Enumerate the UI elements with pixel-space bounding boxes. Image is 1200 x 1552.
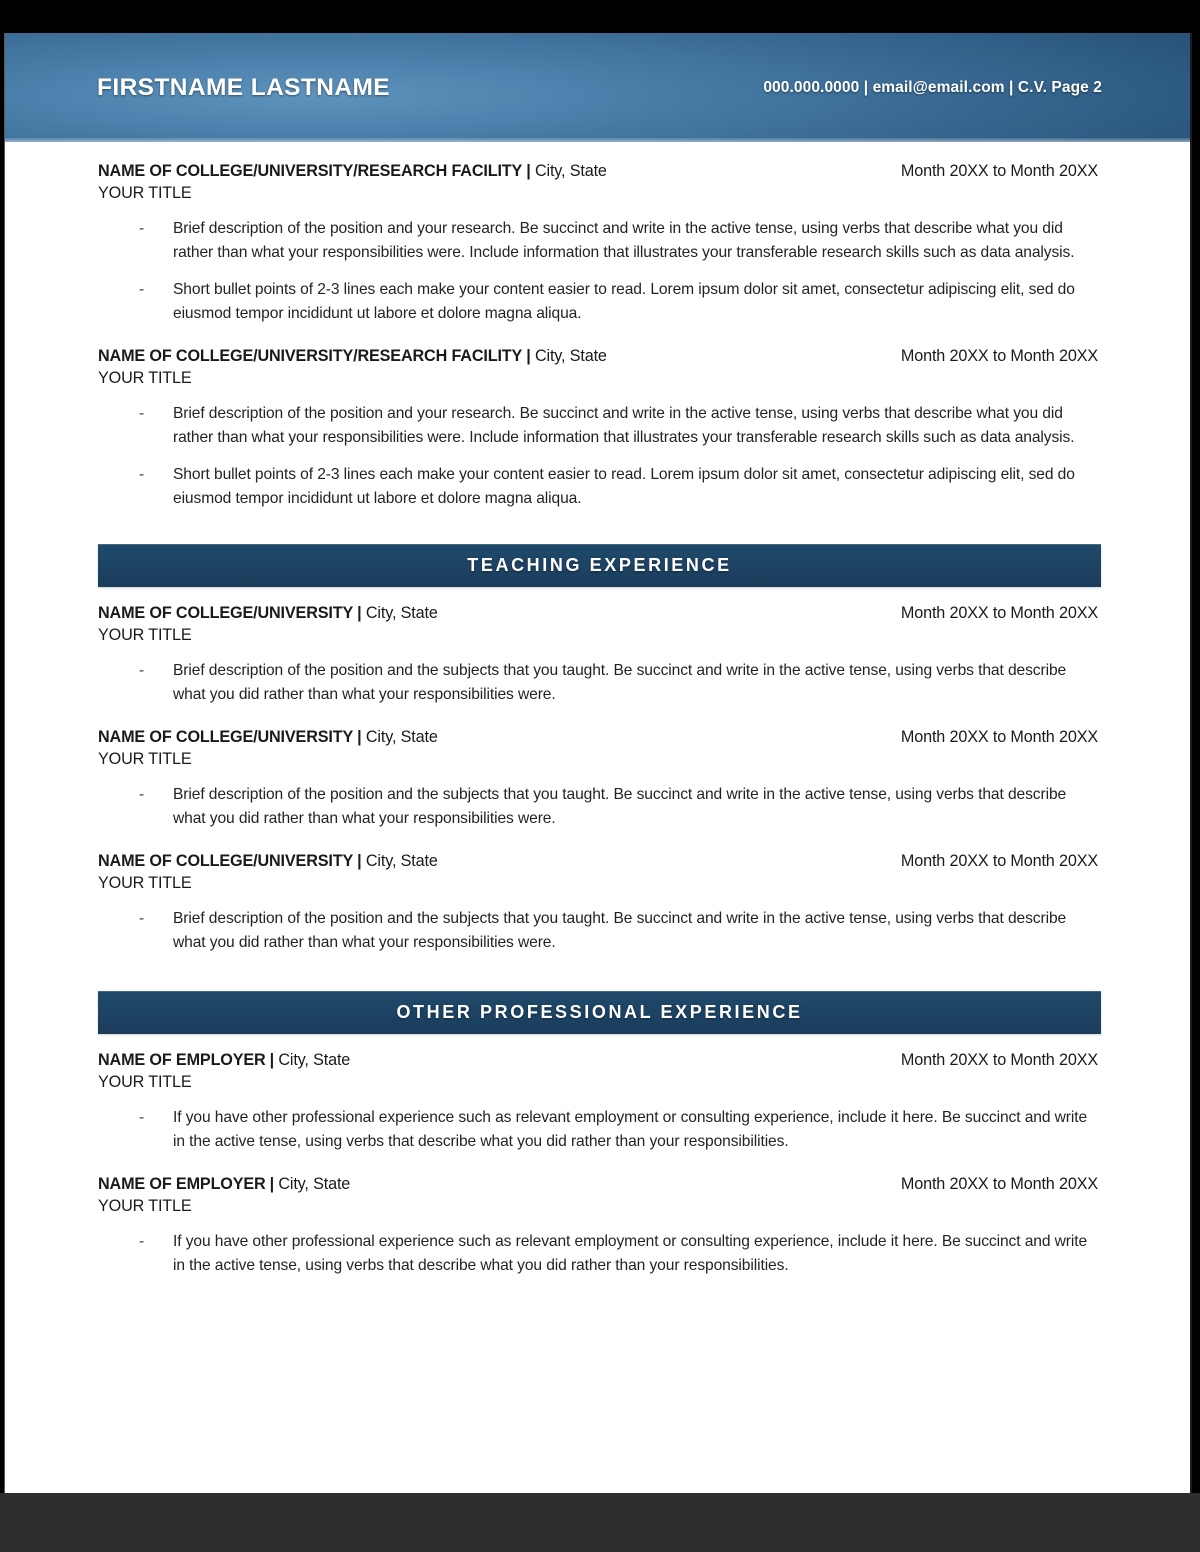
bullet-dash-icon: - xyxy=(139,786,145,803)
bullet-text: If you have other professional experience such as relevant employment or consulting experience, include it here. Be succinct and write in the active tense, using verbs that describe what you did rather than your responsibilities. xyxy=(173,1109,1088,1150)
entry-org-name: NAME OF COLLEGE/UNIVERSITY xyxy=(98,728,354,746)
spacer-top xyxy=(98,142,1101,162)
list-item xyxy=(98,278,1101,326)
entry-dates: Month 20XX to Month 20XX xyxy=(900,347,1098,365)
spacer xyxy=(98,511,1101,544)
page-header-band xyxy=(5,33,1190,142)
spacer xyxy=(98,955,1101,991)
bullet-text: If you have other professional experience such as relevant employment or consulting experience, include it here. Be succinct and write in the active tense, using verbs that describe what you did rather than your responsibilities. xyxy=(173,1233,1088,1274)
entry-header-row xyxy=(98,1175,1101,1194)
entry-org-separator: | xyxy=(357,604,362,622)
header-contact-line: 000.000.0000 | email@email.com | C.V. Page 2 xyxy=(763,78,1102,96)
experience-entry xyxy=(98,852,1101,955)
spacer xyxy=(98,1154,1101,1175)
entry-dates: Month 20XX to Month 20XX xyxy=(900,852,1098,870)
entry-job-title: YOUR TITLE xyxy=(98,1073,192,1091)
spacer xyxy=(98,769,1101,783)
page-body xyxy=(5,142,1190,1278)
entry-org-location: City, State xyxy=(365,852,438,870)
experience-entry xyxy=(98,1051,1101,1154)
spacer xyxy=(98,1216,1101,1230)
bullet-dash-icon: - xyxy=(139,281,145,298)
bullet-dash-icon: - xyxy=(139,910,145,927)
bullet-dash-icon: - xyxy=(139,405,145,422)
list-item xyxy=(98,783,1101,831)
entry-organization xyxy=(98,1175,350,1194)
spacer xyxy=(98,587,1101,604)
entry-organization xyxy=(98,728,438,747)
spacer xyxy=(98,707,1101,728)
entry-bullet-list xyxy=(98,1230,1101,1278)
entry-org-location: City, State xyxy=(534,162,607,180)
experience-entry xyxy=(98,604,1101,707)
entry-bullet-list xyxy=(98,907,1101,955)
section-banner-teaching-experience xyxy=(98,544,1101,587)
entry-bullet-list xyxy=(98,1106,1101,1154)
entry-header-row xyxy=(98,604,1101,623)
entry-org-name: NAME OF COLLEGE/UNIVERSITY/RESEARCH FACILITY xyxy=(98,162,523,180)
entry-job-title: YOUR TITLE xyxy=(98,874,192,892)
entry-bullet-list xyxy=(98,659,1101,707)
entry-job-title: YOUR TITLE xyxy=(98,626,192,644)
entry-bullet-list xyxy=(98,217,1101,326)
spacer xyxy=(98,1034,1101,1051)
entry-header-row xyxy=(98,728,1101,747)
entry-org-name: NAME OF COLLEGE/UNIVERSITY xyxy=(98,604,354,622)
entry-dates: Month 20XX to Month 20XX xyxy=(900,1051,1098,1069)
section-banner-other-professional-experience xyxy=(98,991,1101,1034)
bottom-letterbox-bar xyxy=(0,1493,1200,1552)
entry-organization xyxy=(98,347,607,366)
entry-bullet-list xyxy=(98,783,1101,831)
entry-org-location: City, State xyxy=(278,1051,351,1069)
entry-dates: Month 20XX to Month 20XX xyxy=(900,1175,1098,1193)
cv-page xyxy=(4,33,1192,1493)
entry-job-title: YOUR TITLE xyxy=(98,369,192,387)
entry-job-title: YOUR TITLE xyxy=(98,1197,192,1215)
entry-org-name: NAME OF COLLEGE/UNIVERSITY/RESEARCH FACILITY xyxy=(98,347,523,365)
entry-org-separator: | xyxy=(526,347,531,365)
entry-org-location: City, State xyxy=(365,604,438,622)
top-letterbox-bar xyxy=(0,0,1200,33)
spacer xyxy=(98,893,1101,907)
bullet-dash-icon: - xyxy=(139,662,145,679)
spacer xyxy=(98,645,1101,659)
entry-dates: Month 20XX to Month 20XX xyxy=(900,604,1098,622)
experience-entry xyxy=(98,162,1101,326)
spacer xyxy=(98,203,1101,217)
entry-org-name: NAME OF COLLEGE/UNIVERSITY xyxy=(98,852,354,870)
spacer xyxy=(98,388,1101,402)
entry-org-separator: | xyxy=(357,728,362,746)
entry-job-title: YOUR TITLE xyxy=(98,184,192,202)
bullet-dash-icon: - xyxy=(139,220,145,237)
list-item xyxy=(98,907,1101,955)
entry-org-separator: | xyxy=(269,1175,274,1193)
list-item xyxy=(98,463,1101,511)
entry-dates: Month 20XX to Month 20XX xyxy=(900,728,1098,746)
bullet-text: Short bullet points of 2-3 lines each make your content easier to read. Lorem ipsum dolor sit amet, consectetur adipiscing elit, sed do eiusmod tempor incididunt ut labore et dolore magna aliqua. xyxy=(173,281,1075,322)
section-title: OTHER PROFESSIONAL EXPERIENCE xyxy=(396,1002,803,1022)
experience-entry xyxy=(98,728,1101,831)
list-item xyxy=(98,1230,1101,1278)
entry-org-name: NAME OF EMPLOYER xyxy=(98,1175,266,1193)
entry-organization xyxy=(98,1051,350,1070)
experience-entry xyxy=(98,347,1101,511)
bullet-text: Brief description of the position and your research. Be succinct and write in the active tense, using verbs that describe what you did rather than what your responsibilities were. Include information that illustrates your transferable research skills such as data analysis. xyxy=(173,405,1075,446)
list-item xyxy=(98,217,1101,265)
bullet-dash-icon: - xyxy=(139,1233,145,1250)
bullet-dash-icon: - xyxy=(139,1109,145,1126)
entry-header-row xyxy=(98,347,1101,366)
entry-org-separator: | xyxy=(357,852,362,870)
header-full-name: FIRSTNAME LASTNAME xyxy=(97,73,391,101)
header-content xyxy=(5,33,1190,142)
bullet-text: Short bullet points of 2-3 lines each make your content easier to read. Lorem ipsum dolor sit amet, consectetur adipiscing elit, sed do eiusmod tempor incididunt ut labore et dolore magna aliqua. xyxy=(173,466,1075,507)
entry-header-row xyxy=(98,162,1101,181)
entry-org-location: City, State xyxy=(365,728,438,746)
entry-organization xyxy=(98,852,438,871)
bullet-dash-icon: - xyxy=(139,466,145,483)
list-item xyxy=(98,659,1101,707)
bullet-text: Brief description of the position and the subjects that you taught. Be succinct and write in the active tense, using verbs that describe what you did rather than what your responsibilities were. xyxy=(173,786,1067,827)
entry-organization xyxy=(98,162,607,181)
entry-org-location: City, State xyxy=(278,1175,351,1193)
entry-dates: Month 20XX to Month 20XX xyxy=(900,162,1098,180)
spacer xyxy=(98,326,1101,347)
experience-entry xyxy=(98,1175,1101,1278)
bullet-text: Brief description of the position and the subjects that you taught. Be succinct and write in the active tense, using verbs that describe what you did rather than what your responsibilities were. xyxy=(173,662,1067,703)
spacer xyxy=(98,831,1101,852)
list-item xyxy=(98,402,1101,450)
entry-org-name: NAME OF EMPLOYER xyxy=(98,1051,266,1069)
section-title: TEACHING EXPERIENCE xyxy=(467,555,732,575)
spacer xyxy=(98,1092,1101,1106)
entry-bullet-list xyxy=(98,402,1101,511)
bullet-text: Brief description of the position and the subjects that you taught. Be succinct and write in the active tense, using verbs that describe what you did rather than what your responsibilities were. xyxy=(173,910,1067,951)
list-item xyxy=(98,1106,1101,1154)
entry-header-row xyxy=(98,852,1101,871)
entry-header-row xyxy=(98,1051,1101,1070)
entry-org-separator: | xyxy=(269,1051,274,1069)
entry-job-title: YOUR TITLE xyxy=(98,750,192,768)
entry-org-location: City, State xyxy=(534,347,607,365)
entry-organization xyxy=(98,604,438,623)
entry-org-separator: | xyxy=(526,162,531,180)
bullet-text: Brief description of the position and your research. Be succinct and write in the active tense, using verbs that describe what you did rather than what your responsibilities were. Include information that illustrates your transferable research skills such as data analysis. xyxy=(173,220,1075,261)
